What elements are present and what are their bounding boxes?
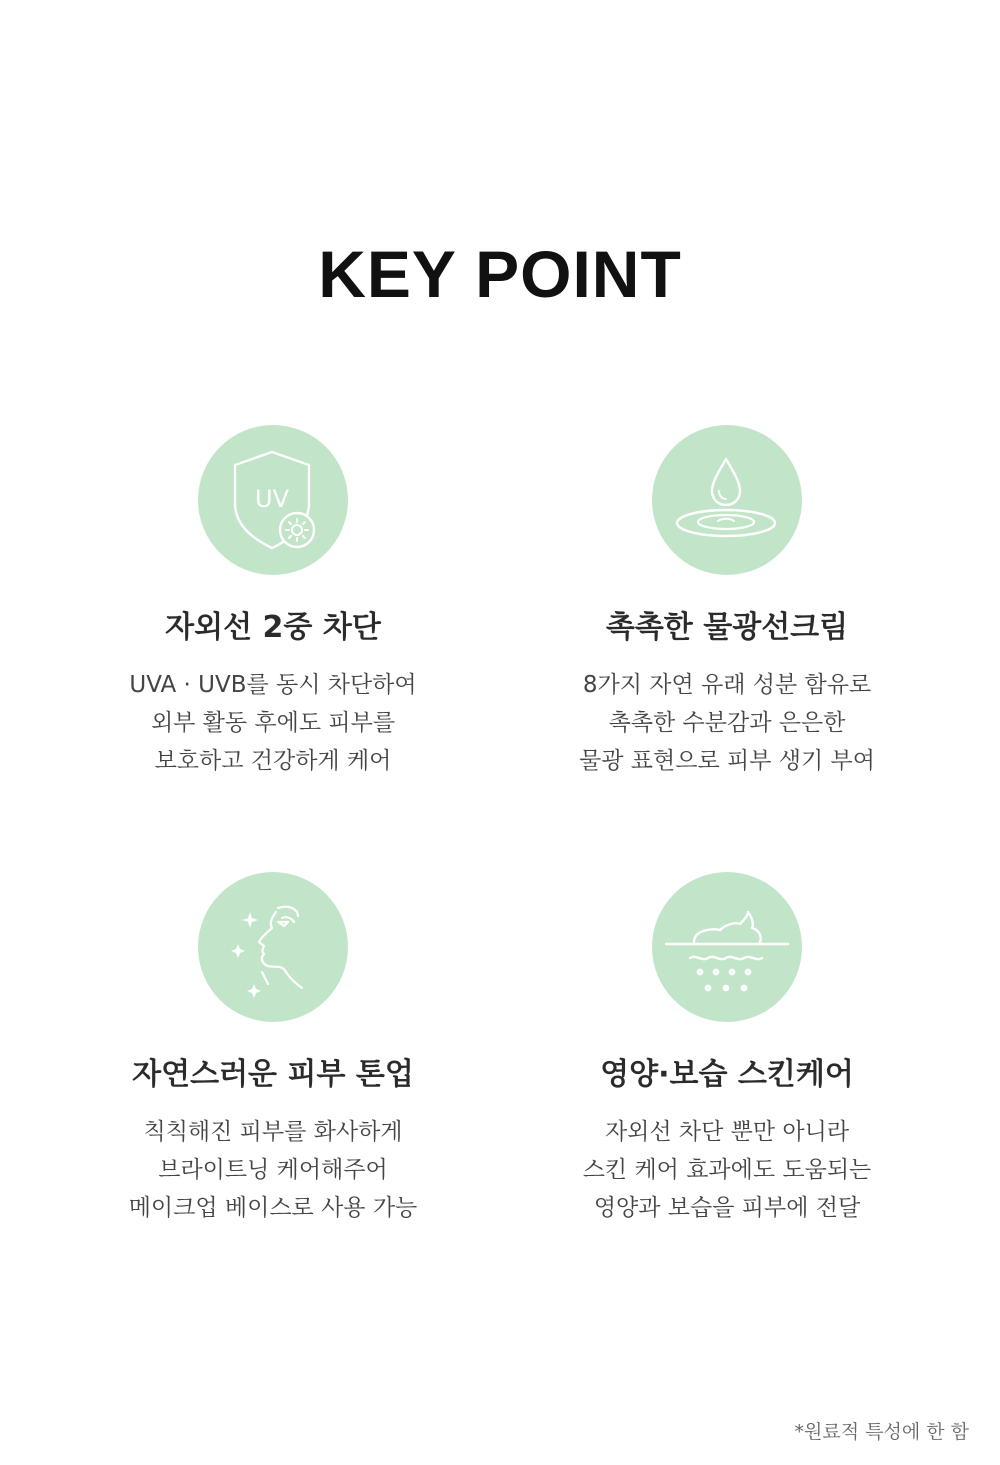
icon-circle (652, 425, 802, 575)
water-drop-icon (652, 425, 802, 575)
description-line: 8가지 자연 유래 성분 함유로 (582, 672, 872, 698)
description-line: 촉촉한 수분감과 은은한 (608, 710, 846, 736)
description-line: 칙칙해진 피부를 화사하게 (143, 1119, 403, 1145)
description-line: 영양과 보습을 피부에 전달 (593, 1195, 861, 1221)
key-point-card-moisture (497, 425, 957, 780)
description-line: 브라이트닝 케어해주어 (158, 1157, 388, 1183)
description-line: 물광 표현으로 피부 생기 부여 (579, 748, 875, 774)
description-line: 보호하고 건강하게 케어 (154, 748, 392, 774)
key-point-card-uv (43, 425, 503, 780)
description-line: 스킨 케어 효과에도 도움되는 (582, 1157, 872, 1183)
card-title: 영양·보습 스킨케어 (600, 1057, 854, 1092)
card-description (43, 1113, 503, 1227)
key-point-card-nourish (497, 872, 957, 1227)
description-line: 자외선 차단 뿐만 아니라 (604, 1119, 850, 1145)
card-description (43, 666, 503, 780)
icon-circle (652, 872, 802, 1022)
description-line: 외부 활동 후에도 피부를 (150, 710, 396, 736)
icon-circle (198, 872, 348, 1022)
icon-circle (198, 425, 348, 575)
description-line: 메이크업 베이스로 사용 가능 (128, 1195, 418, 1221)
card-description (497, 666, 957, 780)
key-point-card-toneup (43, 872, 503, 1227)
card-title: 자연스러운 피부 톤업 (132, 1057, 414, 1092)
cream-skin-icon (652, 872, 802, 1022)
uv-shield-icon (198, 425, 348, 575)
card-description (497, 1113, 957, 1227)
card-title: 촉촉한 물광선크림 (605, 610, 849, 645)
footnote: *원료적 특성에 한 함 (794, 1421, 969, 1443)
description-line: UVA · UVB를 동시 차단하여 (129, 672, 417, 698)
face-sparkle-icon (198, 872, 348, 1022)
card-title: 자외선 2중 차단 (165, 610, 381, 645)
svg-text:UV: UV (255, 485, 289, 513)
page-title: KEY POINT (318, 237, 682, 311)
